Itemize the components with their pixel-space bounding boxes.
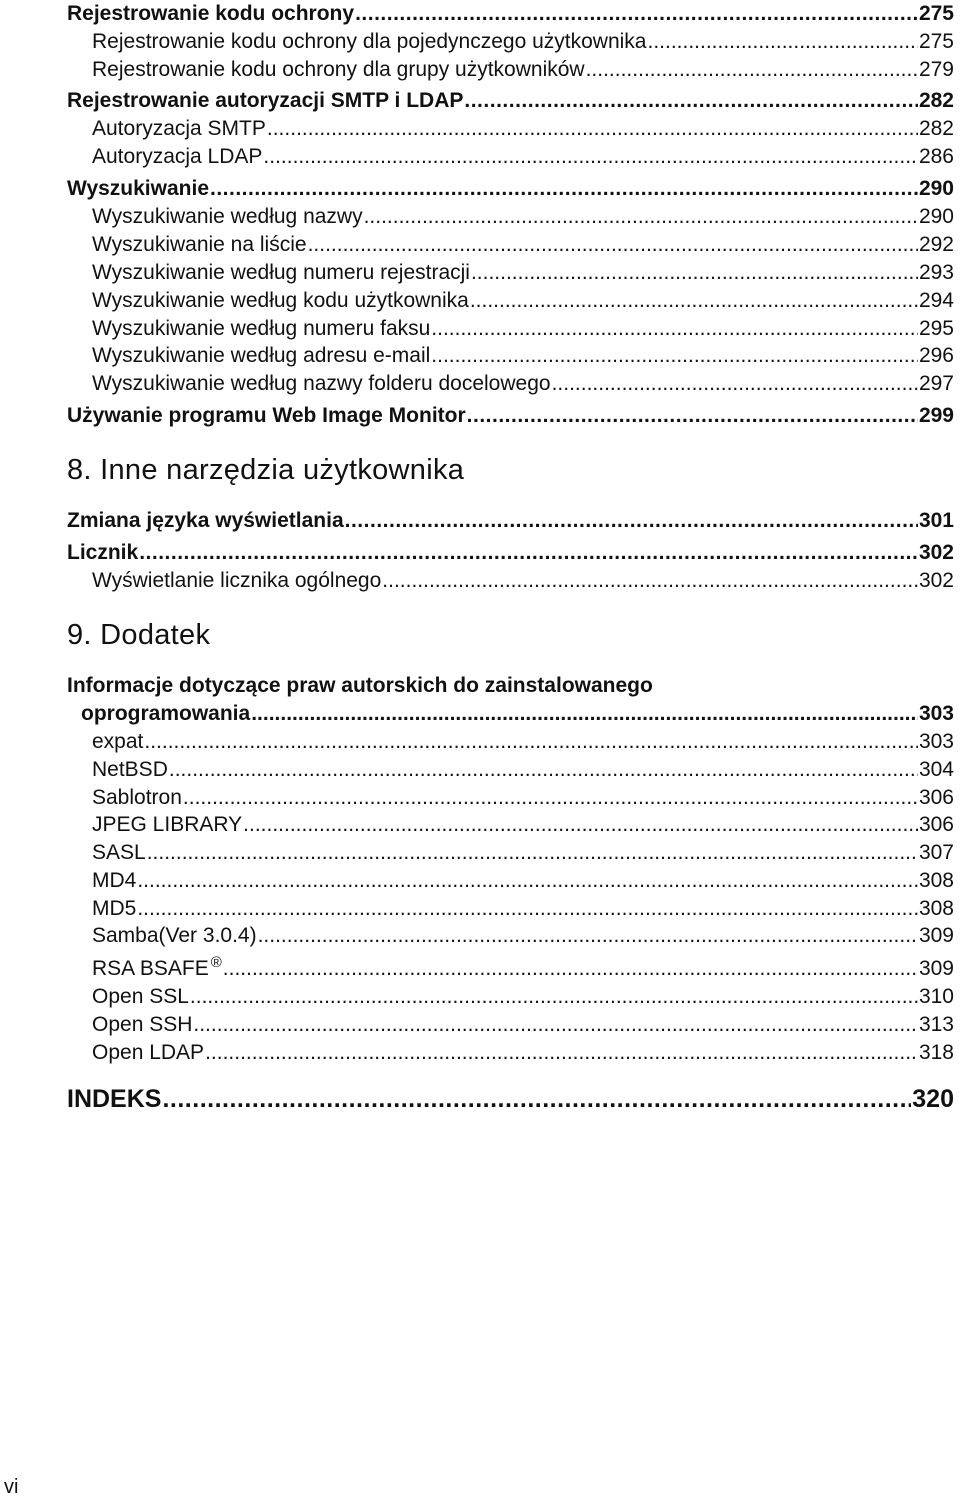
- dot-leader: [210, 175, 918, 203]
- toc-entry-label: SASL: [92, 841, 146, 864]
- dot-leader: [144, 728, 918, 756]
- dot-leader: [193, 1011, 918, 1039]
- toc-entry[interactable]: [92, 203, 954, 231]
- dot-leader: [470, 287, 918, 315]
- dot-leader: [162, 1083, 911, 1115]
- dot-leader: [471, 259, 918, 287]
- toc-entry[interactable]: [92, 756, 954, 784]
- toc-entry-page: 306: [918, 786, 954, 809]
- toc-entry[interactable]: [67, 402, 954, 430]
- toc-entry-label: INDEKS: [67, 1085, 162, 1113]
- toc-entry[interactable]: [92, 784, 954, 812]
- toc-entry-label: MD5: [92, 897, 137, 920]
- toc-entry-label: expat: [92, 730, 144, 753]
- toc-entry-label: Samba(Ver 3.0.4): [92, 924, 257, 947]
- toc-entry[interactable]: [92, 115, 954, 143]
- toc-entry-label: Wyszukiwanie według nazwy: [92, 205, 363, 228]
- toc-entry-page: 302: [918, 541, 954, 564]
- toc-entry-page: 320: [912, 1085, 954, 1113]
- dot-leader: [243, 811, 918, 839]
- toc-entry[interactable]: [92, 983, 954, 1011]
- dot-leader: [431, 315, 918, 343]
- dot-leader: [431, 342, 918, 370]
- toc-entry-page: 294: [918, 289, 954, 312]
- toc-entry[interactable]: [67, 175, 954, 203]
- toc-entry[interactable]: [92, 728, 954, 756]
- toc-entry-page: 303: [918, 702, 954, 725]
- toc-entry[interactable]: [67, 539, 954, 567]
- toc-entry[interactable]: [92, 28, 954, 56]
- chapter-title: 8. Inne narzędzia użytkownika: [67, 454, 465, 486]
- toc-entry-page: 282: [918, 89, 954, 112]
- footer-page-number: vi: [4, 1476, 19, 1498]
- toc-entry-label: Open LDAP: [92, 1041, 205, 1064]
- toc-entry-page: 313: [918, 1013, 954, 1036]
- dot-leader: [137, 895, 918, 923]
- toc-entry-label: MD4: [92, 869, 137, 892]
- toc-entry[interactable]: [92, 370, 954, 398]
- dot-leader: [464, 87, 918, 115]
- toc-entry-page: 304: [918, 758, 954, 781]
- dot-leader: [345, 507, 918, 535]
- toc-entry-label: Wyszukiwanie na liście: [92, 233, 307, 256]
- toc-entry-label-text: RSA BSAFE: [92, 957, 209, 980]
- toc-entry-label: oprogramowania: [81, 702, 251, 725]
- toc-entry-label: Wyszukiwanie według numeru faksu: [92, 317, 431, 340]
- dot-leader: [137, 867, 918, 895]
- toc-entry-page: 275: [918, 2, 954, 25]
- toc-entry-label: Rejestrowanie autoryzacji SMTP i LDAP: [67, 89, 464, 112]
- dot-leader: [251, 700, 918, 728]
- toc-entry-page: 275: [918, 30, 954, 53]
- toc-entry[interactable]: [92, 811, 954, 839]
- toc-entry-page: 307: [918, 841, 954, 864]
- toc-entry[interactable]: [92, 143, 954, 171]
- toc-entry-page: 310: [918, 985, 954, 1008]
- toc-entry[interactable]: [92, 56, 954, 84]
- toc-entry[interactable]: [92, 231, 954, 259]
- toc-entry-label: Autoryzacja SMTP: [92, 117, 266, 140]
- toc-entry-label: Rejestrowanie kodu ochrony: [67, 2, 355, 25]
- toc-entry-label: Licznik: [67, 541, 139, 564]
- toc-entry-page: 306: [918, 813, 954, 836]
- toc-entry-page: 286: [918, 145, 954, 168]
- dot-leader: [169, 756, 918, 784]
- dot-leader: [308, 231, 918, 259]
- toc-entry-page: 279: [918, 58, 954, 81]
- toc-entry-page: 302: [918, 569, 954, 592]
- toc-entry[interactable]: [92, 259, 954, 287]
- toc-entry[interactable]: [92, 315, 954, 343]
- toc-entry-label: NetBSD: [92, 758, 168, 781]
- toc-entry-label: Wyszukiwanie: [67, 177, 209, 200]
- toc-entry[interactable]: [92, 867, 954, 895]
- dot-leader: [190, 983, 918, 1011]
- toc-entry-label: Autoryzacja LDAP: [92, 145, 263, 168]
- dot-leader: [586, 56, 918, 84]
- toc-entry-label: Wyszukiwanie według numeru rejestracji: [92, 261, 470, 284]
- toc-entry[interactable]: [67, 87, 954, 115]
- toc-entry-label-line1[interactable]: Informacje dotyczące praw autorskich do zainstalowanego: [67, 674, 653, 697]
- toc-entry[interactable]: [67, 507, 954, 535]
- toc-entry[interactable]: [67, 0, 954, 28]
- toc-entry-page: 299: [918, 404, 954, 427]
- toc-entry-page: 290: [918, 205, 954, 228]
- toc-entry-label: Sablotron: [92, 786, 182, 809]
- toc-entry-page: 308: [918, 869, 954, 892]
- toc-entry-label: Wyszukiwanie według nazwy folderu docelowego: [92, 372, 551, 395]
- toc-entry-label: Open SSL: [92, 985, 189, 1008]
- toc-entry-page: 290: [918, 177, 954, 200]
- toc-entry-page: 292: [918, 233, 954, 256]
- toc-entry[interactable]: [92, 895, 954, 923]
- dot-leader: [467, 402, 918, 430]
- toc-entry-page: 309: [918, 924, 954, 947]
- toc-entry[interactable]: [92, 342, 954, 370]
- dot-leader: [648, 28, 918, 56]
- dot-leader: [139, 539, 918, 567]
- registered-mark-icon: ®: [210, 954, 222, 971]
- dot-leader: [205, 1039, 918, 1067]
- dot-leader: [382, 567, 918, 595]
- toc-entry[interactable]: [92, 955, 954, 983]
- toc-entry-label: Wyświetlanie licznika ogólnego: [92, 569, 382, 592]
- toc-entry-page: 282: [918, 117, 954, 140]
- toc-entry-page: 303: [918, 730, 954, 753]
- toc-entry[interactable]: [92, 567, 954, 595]
- toc-entry-label: Open SSH: [92, 1013, 193, 1036]
- toc-entry-page: 296: [918, 344, 954, 367]
- toc-entry-page: 295: [918, 317, 954, 340]
- toc-entry-label: Wyszukiwanie według adresu e-mail: [92, 344, 431, 367]
- toc-entry-page: 308: [918, 897, 954, 920]
- toc-entry[interactable]: [92, 839, 954, 867]
- toc-entry-page: 318: [918, 1041, 954, 1064]
- dot-leader: [355, 0, 918, 28]
- toc-entry-label: JPEG LIBRARY: [92, 813, 243, 836]
- toc-entry[interactable]: [92, 287, 954, 315]
- toc-entry[interactable]: [81, 700, 954, 728]
- toc-entry-page: 309: [918, 957, 954, 980]
- dot-leader: [364, 203, 918, 231]
- toc-entry-label: Rejestrowanie kodu ochrony dla pojedynczego użytkownika: [92, 30, 647, 53]
- dot-leader: [258, 922, 918, 950]
- dot-leader: [223, 955, 918, 983]
- dot-leader: [183, 784, 918, 812]
- toc-entry[interactable]: [92, 922, 954, 950]
- toc-entry-label: Zmiana języka wyświetlania: [67, 509, 344, 532]
- dot-leader: [147, 839, 918, 867]
- toc-entry-page: 293: [918, 261, 954, 284]
- toc-entry-label: Rejestrowanie kodu ochrony dla grupy użytkowników: [92, 58, 585, 81]
- toc-entry[interactable]: [92, 1039, 954, 1067]
- toc-entry-label: Używanie programu Web Image Monitor: [67, 404, 466, 427]
- toc-entry-page: 301: [918, 509, 954, 532]
- toc-entry-label: [92, 955, 222, 983]
- dot-leader: [263, 143, 918, 171]
- toc-entry-label: Wyszukiwanie według kodu użytkownika: [92, 289, 469, 312]
- chapter-title: 9. Dodatek: [67, 619, 211, 651]
- toc-entry[interactable]: [92, 1011, 954, 1039]
- toc-index-entry[interactable]: [67, 1083, 954, 1115]
- toc-entry-page: 297: [918, 372, 954, 395]
- dot-leader: [552, 370, 918, 398]
- dot-leader: [267, 115, 918, 143]
